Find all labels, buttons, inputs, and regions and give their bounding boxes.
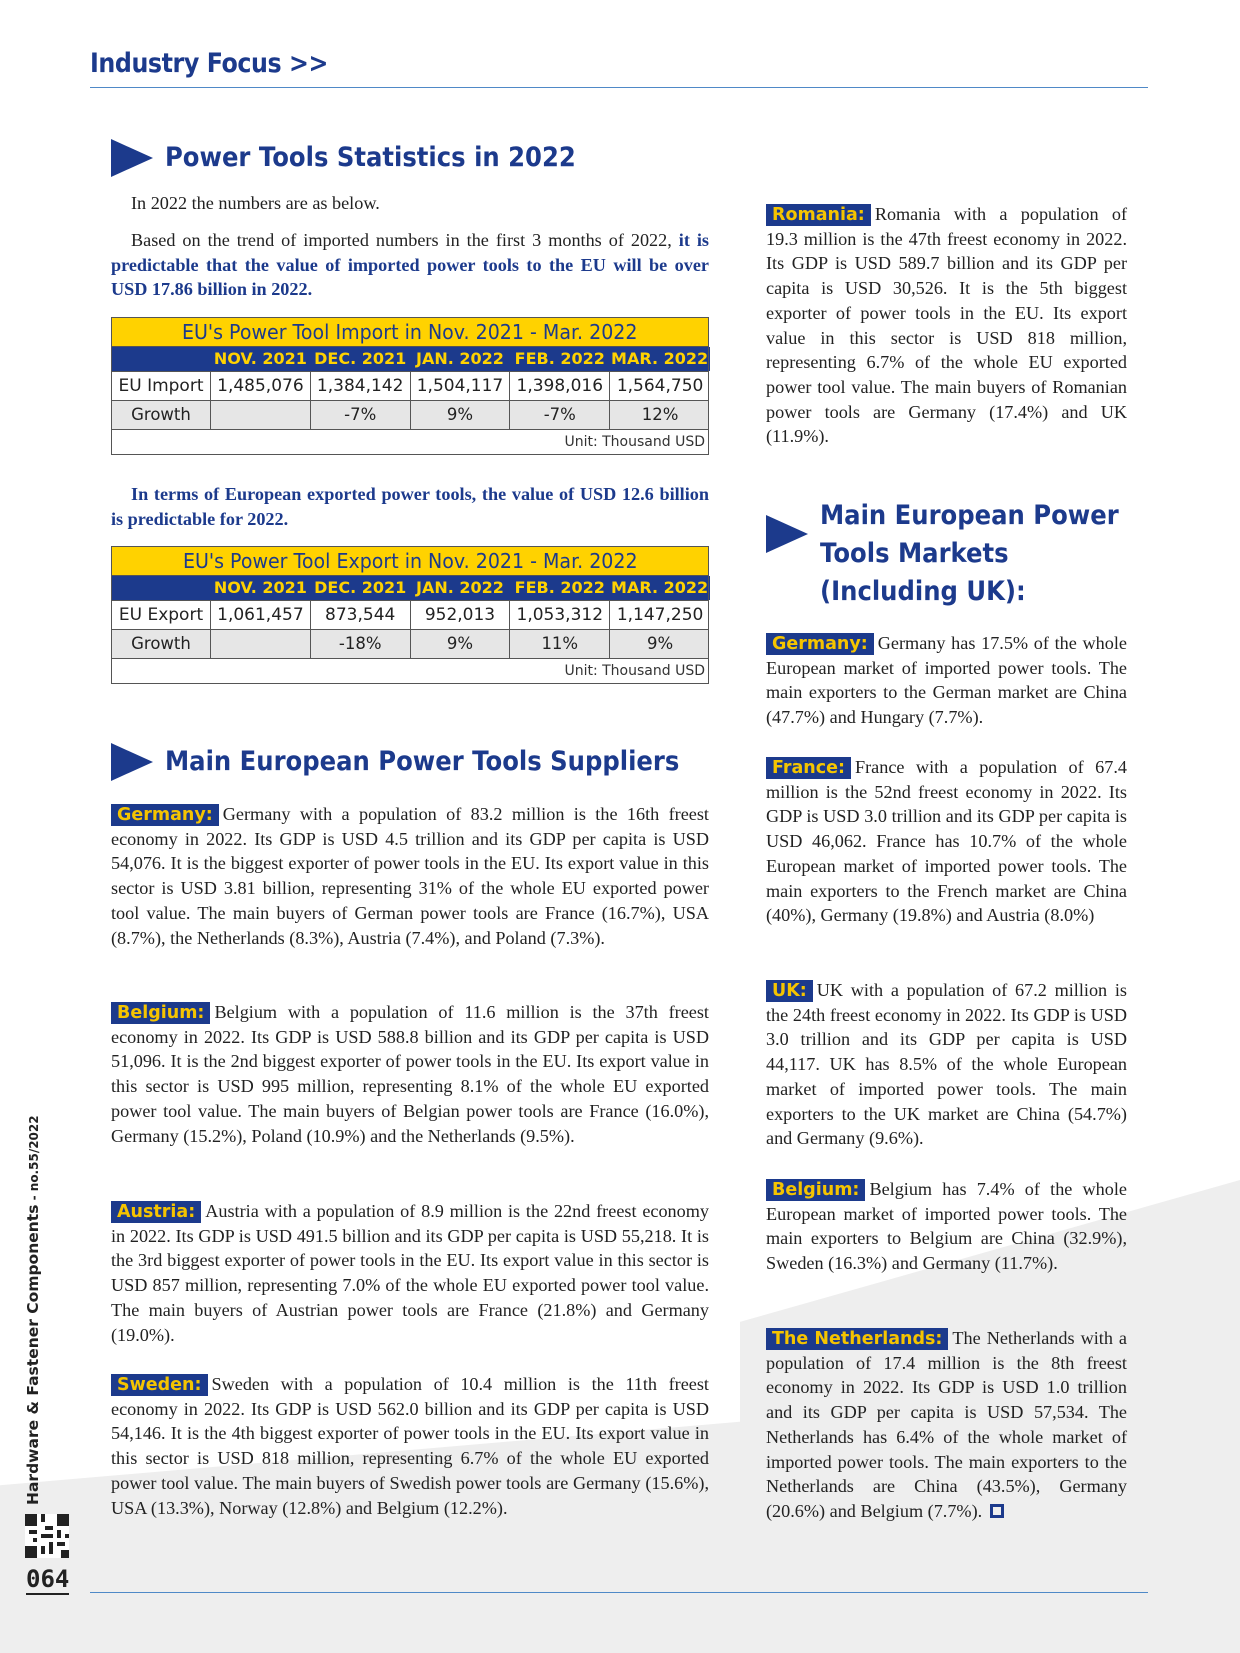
export-table-title: EU's Power Tool Export in Nov. 2021 - Mar. 2022 <box>112 547 708 576</box>
footer-rule <box>90 1592 1148 1593</box>
publication-name: Hardware & Fastener Components - no.55/2022 <box>24 1115 42 1505</box>
markets-heading <box>766 497 1152 611</box>
row-label: EU Import <box>112 372 211 400</box>
stats-import-forecast-highlight: it is predictable that the value of imported power tools to the EU will be over USD 17.86 billion in 2022. <box>111 230 710 300</box>
supplier-austria: Austria: Austria with a population of 8.9 million is the 22nd freest economy in 2022. Its GDP is USD 491.5 billion and its GDP per capita is USD 55,218. It is the 3rd biggest exporter of power tools in the EU. Its export value in this sector is USD 857 million, representing 7.0% of the whole EU exported power tool value. The main buyers of Austrian power tools are France (21.8%) and Germany (19.0%). <box>111 1201 709 1345</box>
import-table <box>111 317 709 455</box>
page-number: 064 <box>26 1565 70 1593</box>
table-cell: -7% <box>311 401 411 429</box>
table-cell: 9% <box>646 634 674 653</box>
market-belgium: Belgium: Belgium has 7.4% of the whole European market of imported power tools. The main exporters to Belgium are China (32.9%), Sweden (16.3%) and Germany (11.7%). <box>766 1179 1127 1274</box>
country-tag: Belgium: <box>766 1179 865 1201</box>
supplier-sweden: Sweden: Sweden with a population of 10.4 million is the 11th freest economy in 2022. Its GDP is USD 562.0 billion and its GDP per capita is USD 54,146. It is the 4th biggest exporter of power tools in the EU. Its export value in this sector is USD 818 million, representing 6.7% of the whole EU exported power tool value. The main buyers of Swedish power tools are Germany (15.6%), USA (13.3%), Norway (12.8%) and Belgium (12.2%). <box>111 1374 709 1518</box>
column-header: JAN. 2022 <box>411 576 511 600</box>
table-cell: 1,061,457 <box>211 601 311 629</box>
country-tag: Sweden: <box>111 1374 208 1396</box>
table-row <box>112 371 708 400</box>
column-header: JAN. 2022 <box>411 347 511 371</box>
table-cell: 9% <box>411 401 511 429</box>
import-table-title: EU's Power Tool Import in Nov. 2021 - Mar. 2022 <box>112 318 708 347</box>
row-label: EU Export <box>112 601 211 629</box>
supplier-belgium: Belgium: Belgium with a population of 11.6 million is the 37th freest economy in 2022. Its GDP is USD 588.8 billion and its GDP per capita is USD 51,096. It is the 2nd biggest exporter of power tools in the EU. Its export value in this sector is USD 995 million, representing 8.1% of the whole EU exported power tool value. The main buyers of Belgian power tools are France (16.0%), Germany (15.2%), Poland (10.9%) and the Netherlands (9.5%). <box>111 1002 709 1146</box>
stats-intro: In 2022 the numbers are as below. <box>131 193 380 213</box>
market-netherlands: The Netherlands: The Netherlands with a population of 17.4 million is the 8th freest economy in 2022. Its GDP is USD 1.0 trillion and its GDP per capita is USD 57,534. The Netherlands has 6.4% of the whole market of imported power tools. The main exporters to the Netherlands are China (43.5%), Germany (20.6%) and Belgium (7.7%). <box>766 1328 1127 1521</box>
country-tag: Germany: <box>111 804 219 826</box>
triangle-arrow-icon <box>766 515 808 553</box>
stats-heading <box>111 139 621 177</box>
column-header: NOV. 2021 <box>211 347 311 371</box>
table-cell: 1,053,312 <box>510 601 610 629</box>
column-header: MAR. 2022 <box>610 347 710 371</box>
table-cell: -7% <box>510 401 610 429</box>
table-cell: 12% <box>641 405 679 424</box>
table-cell: -18% <box>311 630 411 658</box>
table-cell: 1,147,250 <box>616 605 704 625</box>
table-cell: 1,384,142 <box>311 372 411 400</box>
suppliers-heading <box>111 743 736 781</box>
table-row <box>112 629 708 658</box>
export-table <box>111 546 709 684</box>
country-tag: Austria: <box>111 1201 201 1223</box>
country-tag: UK: <box>766 980 813 1002</box>
table-cell: 873,544 <box>311 601 411 629</box>
triangle-arrow-icon <box>111 139 153 177</box>
country-tag: France: <box>766 757 851 779</box>
column-header: DEC. 2021 <box>311 576 411 600</box>
markets-heading-text: Main European Power Tools Markets (Including UK): <box>820 500 1119 607</box>
table-cell: 11% <box>510 630 610 658</box>
table-cell: 952,013 <box>411 601 511 629</box>
table-row <box>112 400 708 429</box>
row-label: Growth <box>112 401 211 429</box>
market-france: France: France with a population of 67.4 million is the 52nd freest economy in 2022. Its GDP is USD 3.0 trillion and its GDP per capita is USD 46,062. France has 10.7% of the whole European market of imported power tools. The main exporters to the French market are China (40%), Germany (19.8%) and Austria (8.0%) <box>766 757 1127 926</box>
row-label: Growth <box>112 630 211 658</box>
table-unit: Unit: Thousand USD <box>112 429 708 454</box>
triangle-arrow-icon <box>111 743 153 781</box>
column-header: FEB. 2022 <box>510 576 610 600</box>
table-cell: 1,504,117 <box>411 372 511 400</box>
page-header <box>90 48 1148 88</box>
suppliers-heading-text: Main European Power Tools Suppliers <box>165 746 680 777</box>
stats-export-forecast: In terms of European exported power tools, the value of USD 12.6 billion is predictable for 2022. <box>111 484 709 529</box>
stats-heading-text: Power Tools Statistics in 2022 <box>165 142 576 173</box>
column-header: DEC. 2021 <box>311 347 411 371</box>
table-cell: 9% <box>411 630 511 658</box>
supplier-germany: Germany: Germany with a population of 83.2 million is the 16th freest economy in 2022. Its GDP is USD 4.5 trillion and its GDP per capita is USD 54,076. It is the biggest exporter of power tools in the EU. Its export value in this sector is USD 3.81 billion, representing 31% of the whole EU exported power tool value. The main buyers of German power tools are France (16.7%), USA (8.7%), the Netherlands (8.3%), Austria (7.4%), and Poland (7.3%). <box>111 804 709 948</box>
column-header: NOV. 2021 <box>211 576 311 600</box>
table-cell: 1,485,076 <box>211 372 311 400</box>
country-tag: Belgium: <box>111 1002 210 1024</box>
supplier-romania: Romania: Romania with a population of 19.3 million is the 47th freest economy in 2022. Its GDP is USD 589.7 billion and its GDP per capita is USD 30,526. It is the 5th biggest exporter of power tools in the EU. Its export value in this sector is USD 818 million, representing 6.7% of the whole EU exported power tool value. The main buyers of Romanian power tools are Germany (17.4%) and UK (11.9%). <box>766 204 1127 447</box>
table-unit: Unit: Thousand USD <box>112 658 708 683</box>
table-cell: 1,398,016 <box>510 372 610 400</box>
column-header: MAR. 2022 <box>610 576 710 600</box>
country-tag: Romania: <box>766 204 871 226</box>
end-mark-icon <box>990 1504 1004 1518</box>
column-header: FEB. 2022 <box>510 347 610 371</box>
stats-import-forecast <box>111 228 709 302</box>
table-row <box>112 600 708 629</box>
market-uk: UK: UK with a population of 67.2 million is the 24th freest economy in 2022. Its GDP is USD 3.0 trillion and its GDP per capita is USD 44,117. UK has 8.5% of the whole European market of imported power tools. The main exporters to the UK market are China (54.7%) and Germany (9.6%). <box>766 980 1127 1149</box>
country-tag: The Netherlands: <box>766 1328 948 1350</box>
qr-code-icon <box>25 1514 69 1558</box>
export-table-header <box>112 576 708 600</box>
market-germany: Germany: Germany has 17.5% of the whole European market of imported power tools. The main exporters to the German market are China (47.7%) and Hungary (7.7%). <box>766 633 1127 728</box>
table-cell <box>211 401 311 429</box>
table-cell <box>211 630 311 658</box>
table-cell: 1,564,750 <box>616 376 704 396</box>
country-tag: Germany: <box>766 633 874 655</box>
stats-import-forecast-plain: Based on the trend of imported numbers in the first 3 months of 2022, <box>131 230 679 250</box>
import-table-header <box>112 347 708 371</box>
header-title: Industry Focus >> <box>90 48 328 79</box>
